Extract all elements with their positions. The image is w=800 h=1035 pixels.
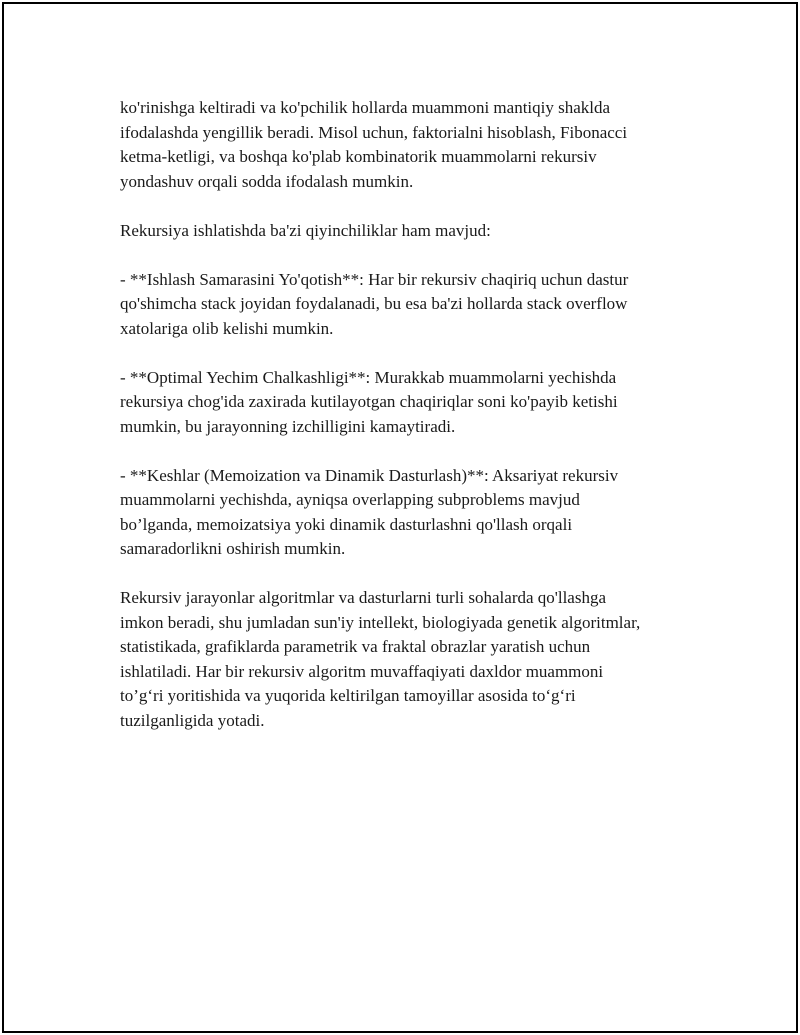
text-line: xatolariga olib kelishi mumkin. [120,318,334,338]
text-line: ishlatiladi. Har bir rekursiv algoritm muvaffaqiyati daxldor muammoni [120,661,604,681]
text-line: ketma-ketligi, va boshqa ko'plab kombinatorik muammolarni rekursiv [120,147,597,166]
paragraph-conclusion [120,586,710,733]
text-line: bo’lganda, memoizatsiya yoki dinamik dasturlashni qo'llash orqali [120,514,573,534]
list-item-memoization [120,464,710,562]
text-line: imkon beradi, shu jumladan sun'iy intellekt, biologiyada genetik algoritmlar, [120,612,641,632]
text-line: - **Keshlar (Memoization va Dinamik Dasturlash)**: Aksariyat rekursiv [120,465,619,485]
text-line: mumkin, bu jarayonning izchilligini kamaytiradi. [120,416,456,436]
text-line: Rekursiv jarayonlar algoritmlar va dasturlarni turli sohalarda qo'llashga [120,588,606,607]
document-page [2,2,798,1033]
text-line: samaradorlikni oshirish mumkin. [120,539,346,558]
paragraph-intro [120,96,710,194]
text-line: qo'shimcha stack joyidan foydalanadi, bu esa ba'zi hollarda stack overflow [120,294,628,313]
text-line: Rekursiya ishlatishda ba'zi qiyinchiliklar ham mavjud: [120,220,491,240]
document-body [120,96,710,758]
text-line: ko'rinishga keltiradi va ko'pchilik hollarda muammoni mantiqiy shaklda [120,98,611,117]
text-line: ifodalashda yengillik beradi. Misol uchun, faktorialni hisoblash, Fibonacci [120,122,628,142]
text-line: muammolarni yechishda, ayniqsa overlapping subproblems mavjud [120,490,580,509]
text-line: - **Ishlash Samarasini Yo'qotish**: Har bir rekursiv chaqiriq uchun dastur [120,269,629,289]
text-line: yondashuv orqali sodda ifodalash mumkin. [120,171,414,191]
list-item-optimal-solution [120,366,710,440]
text-line: to’g‘ri yoritishida va yuqorida keltirilgan tamoyillar asosida to‘g‘ri [120,686,576,705]
text-line: - **Optimal Yechim Chalkashligi**: Murakkab muammolarni yechishda [120,367,617,387]
text-line: tuzilganligida yotadi. [120,710,265,730]
paragraph-difficulties-heading [120,219,710,244]
text-line: rekursiya chog'ida zaxirada kutilayotgan chaqiriqlar soni ko'payib ketishi [120,392,618,411]
list-item-performance [120,268,710,342]
text-line: statistikada, grafiklarda parametrik va fraktal obrazlar yaratish uchun [120,637,591,656]
